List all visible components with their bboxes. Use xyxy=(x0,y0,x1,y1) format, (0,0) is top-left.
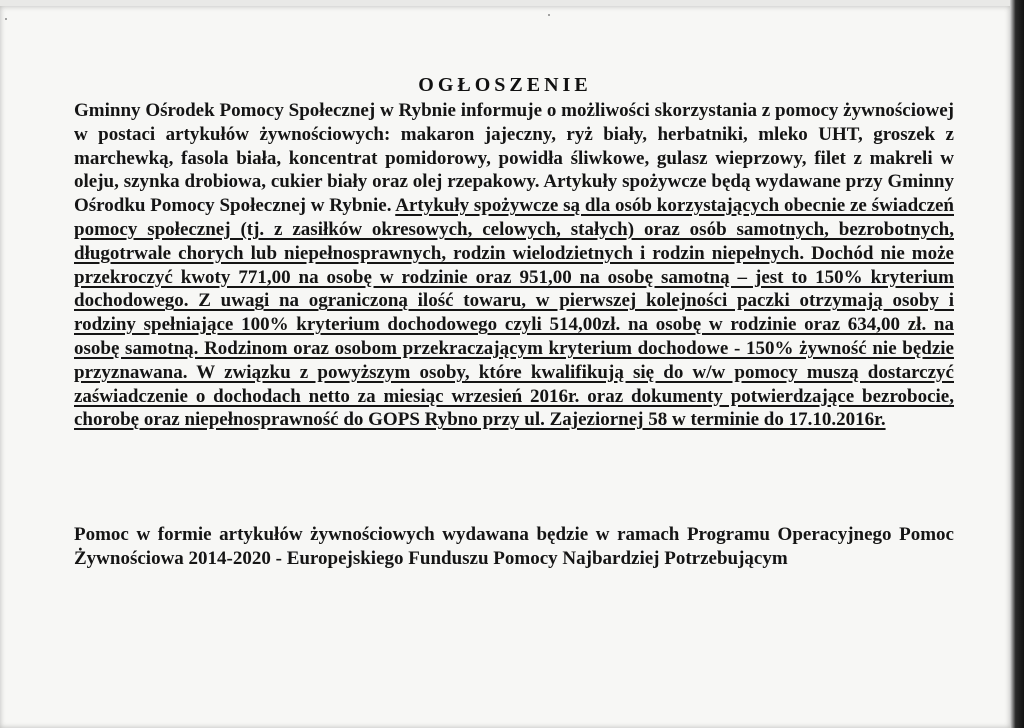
intro-paragraph xyxy=(74,99,954,432)
scan-right-edge xyxy=(1010,0,1024,728)
program-note: Pomoc w formie artykułów żywnościowych wydawana będzie w ramach Programu Operacyjnego Pomoc Żywnościowa 2014-2020 - Europejskiego Funduszu Pomocy Najbardziej Potrzebującym xyxy=(74,524,954,569)
intro-text: Gminny Ośrodek Pomocy Społecznej w Rybnie informuje o możliwości skorzystania z pomocy żywnościowej w postaci artykułów żywnościowych: makaron jajeczny, ryż biały, herbatniki, mleko UHT, groszek z marchewką, fasola biała, koncentrat pomidorowy, powidła śliwkowe, gulasz wieprzowy, filet z makreli w oleju, szynka drobiowa, cukier biały oraz olej rzepakowy. Artykuły spożywcze będą wydawane przy Gminny Ośrodku Pomocy Społecznej w Rybnie. xyxy=(74,100,954,217)
scan-speck xyxy=(548,14,550,16)
eligibility-text: Artykuły spożywcze są dla osób korzystających obecnie ze świadczeń pomocy społecznej (tj. z zasiłków okresowych, celowych, stałych) oraz osób samotnych, bezrobotnych, długotrwale chorych lub niepełnosprawnych, rodzin wielodzietnych i rodzin niepełnych. Dochód nie może przekroczyć kwoty 771,00 na osobę w rodzinie oraz 951,00 na osobę samotną – jest to 150% kryterium dochodowego. Z uwagi na ograniczoną ilość towaru, w pierwszej kolejności paczki otrzymają osoby i rodziny spełniające 100% kryterium dochodowego czyli 514,00zł. na osobę w rodzinie oraz 634,00 zł. na osobę samotną. Rodzinom oraz osobom przekraczającym kryterium dochodowe - 150% żywność nie będzie przyznawana. W związku z powyższym osoby, które kwalifikują się do w/w pomocy muszą dostarczyć zaświadczenie o dochodach netto za miesiąc wrzesień 2016r. oraz dokumenty potwierdzające bezrobocie, chorobę oraz niepełnosprawność do GOPS Rybno przy ul. Zajeziornej 58 w terminie do 17.10.2016r. xyxy=(74,195,954,431)
announcement-body xyxy=(74,99,954,432)
scanned-page xyxy=(0,6,1010,728)
scan-speck xyxy=(5,18,7,20)
announcement-title: OGŁOSZENIE xyxy=(418,74,592,96)
